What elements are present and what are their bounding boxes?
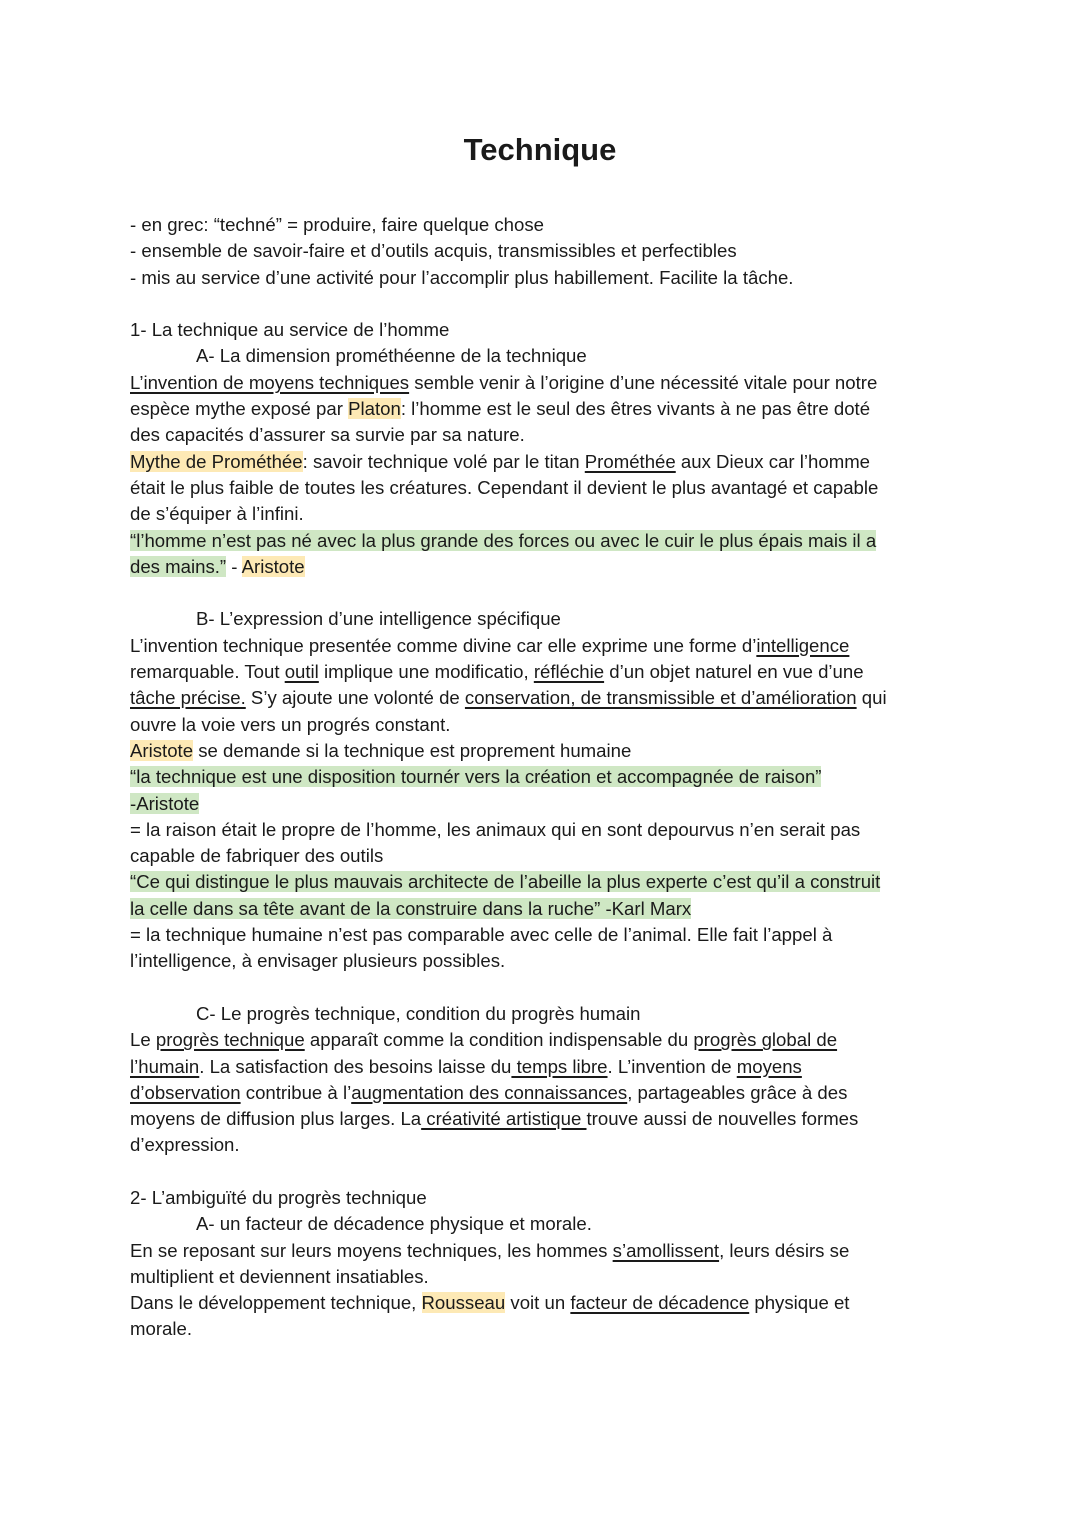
highlight-rousseau: Rousseau [421,1292,506,1314]
underlined-text: moyens [736,1055,802,1077]
underlined-text: conservation, de transmissible et d’amélioration [464,687,857,709]
highlight-mythe: Mythe de Prométhée [130,450,303,472]
paragraph-line: remarquable. Tout outil implique une modificatio, réfléchie d’un objet naturel en vue d’une [130,661,864,683]
underlined-text: Prométhée [584,450,676,472]
paragraph-line: Le progrès technique apparaît comme la condition indispensable du progrès global de [130,1029,838,1051]
paragraph-line: était le plus faible de toutes les créatures. Cependant il devient le plus avantagé et capable [130,476,879,498]
paragraph-line: En se reposant sur leurs moyens techniques, les hommes s’amollissent, leurs désirs se [130,1239,850,1261]
underlined-text: l’humain [130,1055,200,1077]
subsection-heading-1b: B- L’expression d’une intelligence spécifique [196,608,561,630]
section-heading-2: 2- L’ambiguïté du progrès technique [130,1186,427,1208]
underlined-text: L’invention de moyens techniques [130,371,410,393]
paragraph-line: = la technique humaine n’est pas comparable avec celle de l’animal. Elle fait l’appel à [130,924,833,946]
paragraph-line: l’humain. La satisfaction des besoins laisse du temps libre. L’invention de moyens [130,1055,802,1077]
paragraph-line: des capacités d’assurer sa survie par sa nature. [130,424,525,446]
underlined-text: progrès global de [693,1029,838,1051]
document-body [130,212,950,1343]
quote-line [130,896,950,922]
subsection-heading-1c: C- Le progrès technique, condition du progrès humain [196,1002,641,1024]
highlight-quote: “la technique est une disposition tournér vers la création et accompagnée de raison” [130,766,822,788]
quote-line [130,528,950,554]
paragraph-line: L’invention de moyens techniques semble venir à l’origine d’une nécessité vitale pour notre [130,371,878,393]
highlight-quote: la celle dans sa tête avant de la construire dans la ruche” -Karl Marx [130,897,692,919]
highlight-aristote: Aristote [130,739,194,761]
paragraph-line: d’observation contribue à l’augmentation des connaissances, partageables grâce à des [130,1081,848,1103]
underlined-text: tâche précise. [130,687,246,709]
underlined-text: intelligence [756,634,850,656]
highlight-quote: des mains.” [130,555,227,577]
quote-line [130,791,950,817]
paragraph-line: morale. [130,1318,193,1340]
paragraph-line: espèce mythe exposé par Platon: l’homme est le seul des êtres vivants à ne pas être doté [130,398,871,420]
underlined-text: d’observation [130,1081,241,1103]
intro-line-3: - mis au service d’une activité pour l’accomplir plus habillement. Facilite la tâche. [130,266,794,288]
underlined-text: augmentation des connaissances [351,1081,628,1103]
intro-line-1: - en grec: “techné” = produire, faire quelque chose [130,214,544,235]
highlight-quote: “Ce qui distingue le plus mauvais architecte de l’abeille la plus experte c’est qu’il a construit [130,871,881,893]
paragraph-line: d’expression. [130,1134,240,1156]
highlight-platon: Platon [348,398,401,420]
highlight-quote: -Aristote [130,792,200,814]
paragraph-line: Mythe de Prométhée: savoir technique volé par le titan Prométhée aux Dieux car l’homme [130,450,871,472]
paragraph-line: ouvre la voie vers un progrés constant. [130,713,451,735]
quote-line [130,764,950,790]
underlined-text: réfléchie [533,661,605,683]
paragraph-line: tâche précise. S’y ajoute une volonté de conservation, de transmissible et d’amélioration qui [130,687,887,709]
highlight-aristote: Aristote [241,555,305,577]
section-heading-1: 1- La technique au service de l’homme [130,319,450,341]
underlined-text: progrès technique [155,1029,305,1051]
underlined-text: s’amollissent [612,1239,720,1261]
paragraph-line: L’invention technique presentée comme divine car elle exprime une forme d’intelligence [130,634,850,656]
paragraph-line: de s’équiper à l’infini. [130,503,304,525]
paragraph-line: = la raison était le propre de l’homme, les animaux qui en sont depourvus n’en serait pas [130,818,861,840]
paragraph-line: Aristote se demande si la technique est proprement humaine [130,739,632,761]
intro-line-2: - ensemble de savoir-faire et d’outils acquis, transmissibles et perfectibles [130,240,737,262]
quote-line [130,869,950,895]
underlined-text: facteur de décadence [570,1292,750,1314]
paragraph-line: capable de fabriquer des outils [130,845,384,867]
paragraph-line: multiplient et deviennent insatiables. [130,1265,429,1287]
paragraph-line: Dans le développement technique, Rousseau voit un facteur de décadence physique et [130,1292,850,1314]
paragraph-line: moyens de diffusion plus larges. La créativité artistique trouve aussi de nouvelles formes [130,1108,859,1130]
subsection-heading-1a: A- La dimension prométhéenne de la technique [196,345,587,367]
paragraph-line: l’intelligence, à envisager plusieurs possibles. [130,950,506,972]
subsection-heading-2a: A- un facteur de décadence physique et morale. [196,1213,592,1235]
underlined-text: créativité artistique [421,1108,587,1130]
quote-line: des mains.” - Aristote [130,555,305,577]
highlight-quote: “l’homme n’est pas né avec la plus grande des forces ou avec le cuir le plus épais mais il a [130,529,877,551]
underlined-text: outil [284,661,319,683]
underlined-text: temps libre [511,1055,608,1077]
page-title: Technique [463,132,617,167]
